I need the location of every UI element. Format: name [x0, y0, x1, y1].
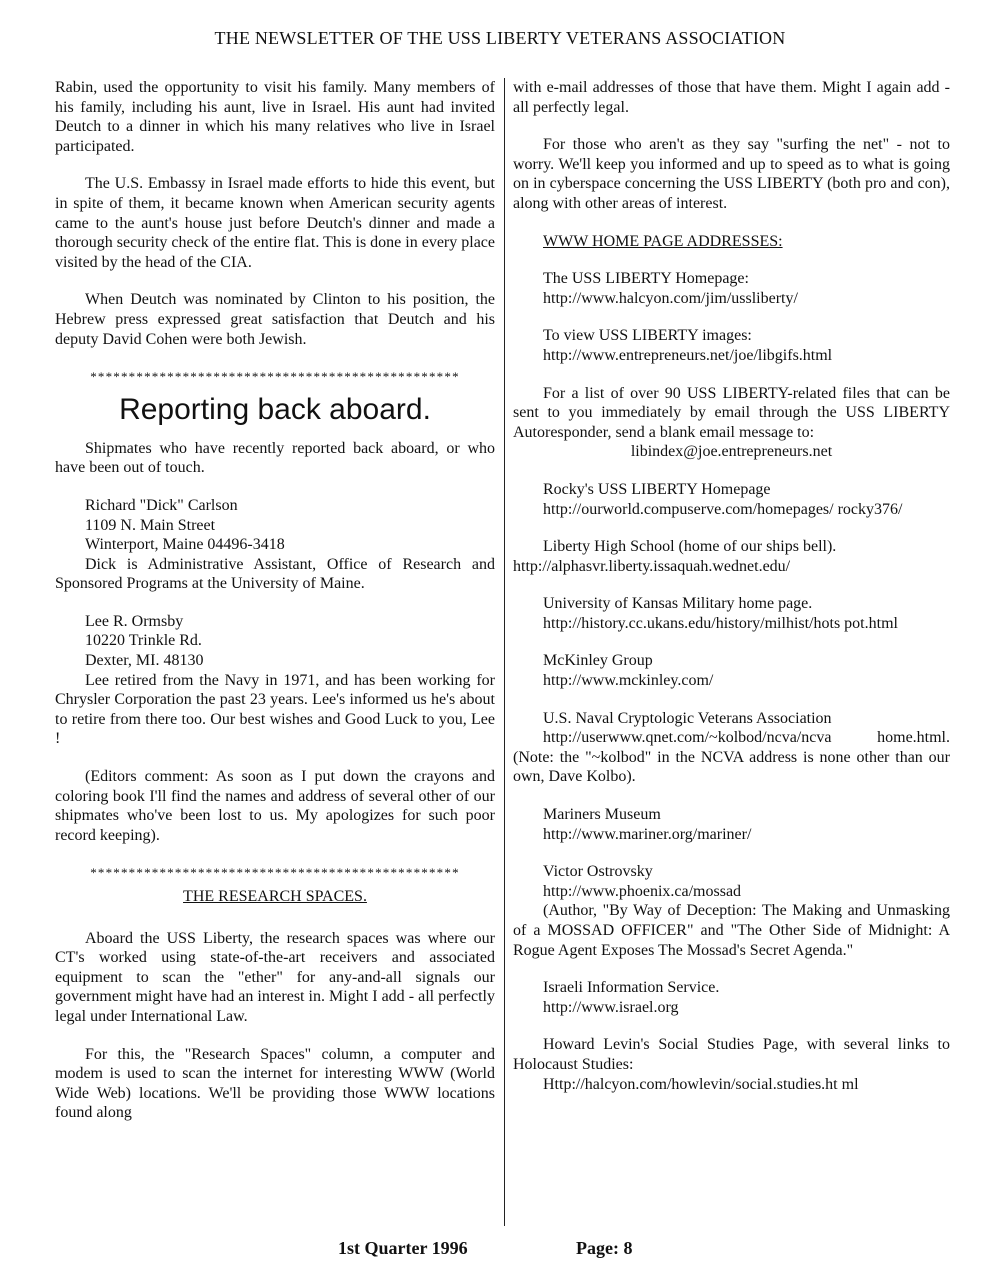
- link-entry: [513, 1035, 950, 1094]
- link-description: For a list of over 90 USS LIBERTY-related files that can be sent to you immediately by email through the USS LIBERTY Autoresponder, send a blank email message to:: [513, 384, 950, 441]
- link-entry: [513, 862, 950, 960]
- editors-comment: (Editors comment: As soon as I put down the crayons and coloring book I'll find the names and address of several other of our shipmates who've been lost to us. My apologizes for such poor record keeping).: [55, 768, 495, 844]
- link-title: Liberty High School (home of our ships bell).: [543, 538, 837, 556]
- link-url[interactable]: http://www.israel.org: [543, 998, 679, 1016]
- link-note: (Author, "By Way of Deception: The Making and Unmasking of a MOSSAD OFFICER" and "The Other Side of Midnight: A Rogue Agent Exposes The Mossad's Secret Agenda.": [513, 902, 950, 959]
- shipmate-entry: [55, 612, 495, 749]
- shipmate-name: Lee R. Ormsby: [85, 612, 184, 630]
- star-divider: ************************************************: [90, 369, 460, 385]
- issue-date: 1st Quarter 1996: [338, 1238, 468, 1258]
- paragraph: For this, the "Research Spaces" column, a computer and modem is used to scan the internet for interesting WWW (World Wide Web) locations. We'll be providing those WWW locations found along: [55, 1045, 495, 1122]
- link-url[interactable]: http://ourworld.compuserve.com/homepages/ rocky376/: [543, 500, 903, 518]
- link-title: Mariners Museum: [543, 806, 661, 824]
- link-entry: [513, 805, 950, 844]
- right-column: [513, 78, 950, 1112]
- star-divider: ************************************************: [90, 865, 460, 881]
- link-title: The USS LIBERTY Homepage:: [543, 270, 749, 288]
- link-title: Victor Ostrovsky: [543, 863, 653, 881]
- link-url[interactable]: http://www.entrepreneurs.net/joe/libgifs.html: [543, 346, 833, 364]
- link-title: McKinley Group: [543, 652, 653, 670]
- link-title: U.S. Naval Cryptologic Veterans Association: [543, 709, 832, 727]
- link-url[interactable]: http://www.halcyon.com/jim/ussliberty/: [543, 289, 798, 307]
- paragraph: For those who aren't as they say "surfing the net" - not to worry. We'll keep you informed and up to speed as to what is going on in cyberspace concerning the USS LIBERTY (both pro and con), along with other areas of interest.: [513, 136, 950, 212]
- link-entry: [513, 651, 950, 690]
- link-url[interactable]: http://www.phoenix.ca/mossad: [543, 882, 742, 900]
- paragraph: Aboard the USS Liberty, the research spaces was where our CT's worked using state-of-the-art receivers and associated equipment to scan the "ether" for any-and-all signals our government might have had an interest in. Might I add - all perfectly legal under International Law.: [55, 929, 495, 1025]
- section-title: THE RESEARCH SPACES.: [183, 888, 367, 905]
- shipmate-entry: [55, 496, 495, 594]
- link-entry: [513, 709, 950, 787]
- link-title: Howard Levin's Social Studies Page, with several links to Holocaust Studies:: [513, 1036, 950, 1073]
- link-url[interactable]: Http://halcyon.com/howlevin/social.studies.ht ml: [543, 1075, 859, 1093]
- page-number: Page: 8: [576, 1238, 633, 1258]
- paragraph: When Deutch was nominated by Clinton to his position, the Hebrew press expressed great satisfaction that Deutch and his deputy David Cohen were both Jewish.: [55, 291, 495, 348]
- link-entry: [513, 480, 950, 519]
- email-address[interactable]: libindex@joe.entrepreneurs.net: [630, 443, 833, 461]
- link-url[interactable]: http://alphasvr.liberty.issaquah.wednet.edu/: [513, 557, 791, 575]
- paragraph: Rabin, used the opportunity to visit his family. Many members of his family, including his aunt, live in Israel. His aunt had invited Deutch to a dinner in which his many relatives who live in Israel participated.: [55, 79, 495, 155]
- link-entry: [513, 594, 950, 633]
- paragraph: with e-mail addresses of those that have them. Might I again add - all perfectly legal.: [513, 79, 950, 116]
- link-entry: [513, 537, 950, 576]
- link-entry: [513, 978, 950, 1017]
- newsletter-header: THE NEWSLETTER OF THE USS LIBERTY VETERANS ASSOCIATION: [214, 28, 786, 48]
- link-title: Rocky's USS LIBERTY Homepage: [543, 480, 771, 498]
- shipmate-address: 1109 N. Main Street: [85, 516, 216, 534]
- link-title: To view USS LIBERTY images:: [543, 327, 752, 345]
- column-divider: [504, 78, 505, 1226]
- shipmate-address: 10220 Trinkle Rd.: [85, 632, 202, 650]
- link-title: Israeli Information Service.: [543, 979, 720, 997]
- shipmate-description: Dick is Administrative Assistant, Office of Research and Sponsored Programs at the University of Maine.: [55, 555, 495, 593]
- link-url[interactable]: http://www.mckinley.com/: [543, 672, 714, 690]
- intro-paragraph: Shipmates who have recently reported back aboard, or who have been out of touch.: [55, 439, 495, 477]
- link-entry: [513, 326, 950, 365]
- www-heading: WWW HOME PAGE ADDRESSES:: [543, 232, 783, 250]
- link-url[interactable]: http://www.mariner.org/mariner/: [543, 825, 752, 843]
- link-url[interactable]: http://history.cc.ukans.edu/history/milhist/hots pot.html: [543, 614, 898, 632]
- left-column: [55, 78, 495, 1141]
- section-title: Reporting back aboard.: [119, 392, 431, 426]
- link-url[interactable]: http://userwww.qnet.com/~kolbod/ncva/ncva home.html. (Note: the "~kolbod" in the NCVA address is none other than our own, Dave Kolbo).: [513, 729, 950, 786]
- link-title: University of Kansas Military home page.: [543, 595, 813, 613]
- shipmate-address: Dexter, MI. 48130: [85, 652, 204, 670]
- paragraph: The U.S. Embassy in Israel made efforts to hide this event, but in spite of them, it became known when American security agents came to the aunt's house just before Deutch's dinner and made a thorough security check of the entire flat. This is done in every place visited by the head of the CIA.: [55, 175, 495, 271]
- shipmate-description: Lee retired from the Navy in 1971, and has been working for Chrysler Corporation the past 23 years. Lee's informed us he's about to retire from there too. Our best wishes and Good Luck to you, Lee !: [55, 671, 495, 748]
- link-entry: [513, 269, 950, 308]
- link-entry: [513, 384, 950, 462]
- shipmate-address: Winterport, Maine 04496-3418: [85, 536, 285, 554]
- shipmate-name: Richard "Dick" Carlson: [85, 496, 238, 514]
